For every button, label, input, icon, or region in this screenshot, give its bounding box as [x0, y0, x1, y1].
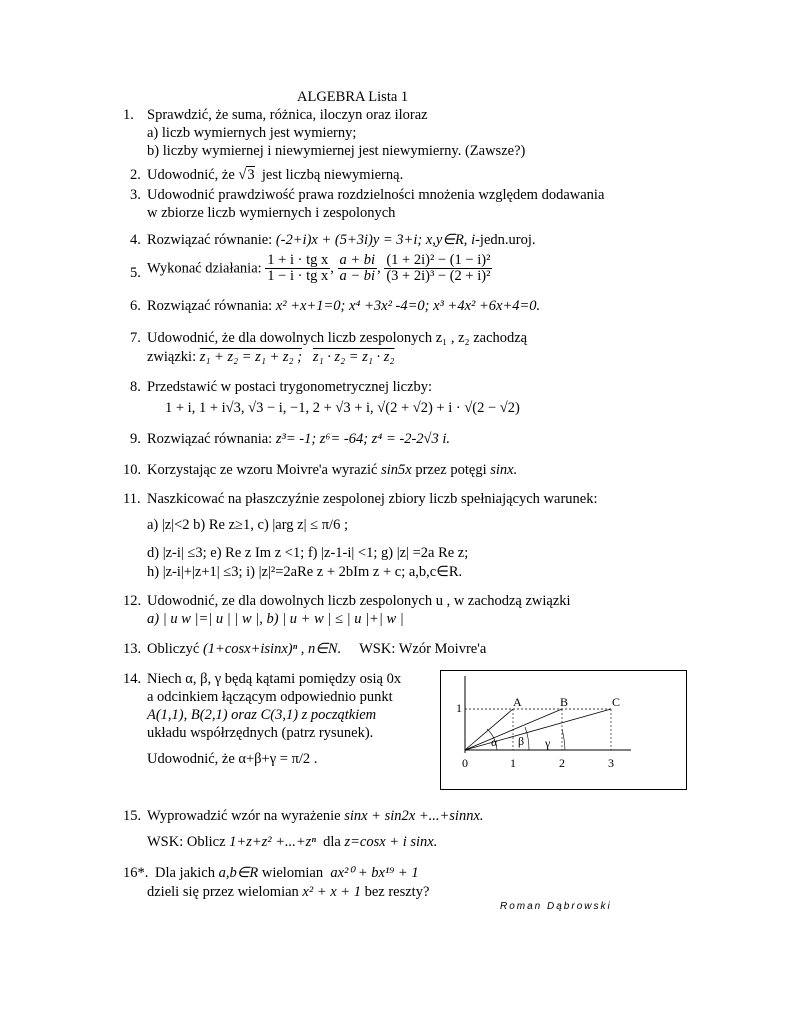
- problem-7-number: 7.: [130, 330, 141, 346]
- problem-7-text: Udowodnić, że dla dowolnych liczb zespolonych z₁ , z₂ zachodzą: [147, 330, 528, 346]
- problem-12-text: Udowodnić, ze dla dowolnych liczb zespolonych u , w zachodzą związki: [147, 593, 571, 609]
- problem-15-hint: WSK: Oblicz 1+z+z² +...+zⁿ dla z=cosx + i sinx.: [147, 834, 438, 850]
- tick-x1: 1: [510, 756, 516, 770]
- author-signature: Roman Dąbrowski: [500, 901, 612, 912]
- problem-5-text: Wykonać działania: $\frac{\text{1 + i · tg x}}{\text{1 − i · tg x}}$ , $\frac{a + bi}{a - bi}$ , $\frac{\text{(1 + 2i)² − (1 − i)²}}{\text{(3 + 2i)³ − (2 + i)²}}$: [147, 252, 491, 285]
- problem-14-text: Niech α, β, γ będą kątami pomiędzy osią 0x: [147, 671, 402, 687]
- problem-11-line-d: d) |z-i| ≤3; e) Re z Im z <1; f) |z-1-i| <1; g) |z| =2a Re z;: [147, 545, 469, 561]
- problem-11-number: 11.: [123, 491, 141, 507]
- problem-9-text: Rozwiązać równania: z³= -1; z⁶= -64; z⁴ = -2-2√3 i.: [147, 431, 451, 447]
- problem-4-number: 4.: [130, 232, 141, 248]
- problem-3-text: Udowodnić prawdziwość prawa rozdzielności mnożenia względem dodawania: [147, 187, 605, 203]
- problem-12-number: 12.: [123, 593, 142, 609]
- problem-13-number: 13.: [123, 641, 142, 657]
- tick-x3: 3: [608, 756, 614, 770]
- problem-1-text: Sprawdzić, że suma, różnica, iloczyn oraz iloraz: [147, 107, 428, 123]
- tick-x2: 2: [559, 756, 565, 770]
- problem-3-text-2: w zbiorze liczb wymiernych i zespolonych: [147, 205, 396, 221]
- angle-alpha: α: [491, 735, 498, 749]
- problem-6-number: 6.: [130, 298, 141, 314]
- problem-14-points: A(1,1), B(2,1) oraz C(3,1) z początkiem: [147, 707, 377, 723]
- problem-2-number: 2.: [130, 167, 141, 183]
- problem-13-text: Obliczyć (1+cosx+isinx)ⁿ , n∈N. WSK: Wzór Moivre'a: [147, 641, 487, 657]
- figure-svg: [441, 671, 686, 789]
- tick-y1: 1: [456, 701, 462, 715]
- problem-11-text: Naszkicować na płaszczyźnie zespolonej zbiory liczb spełniających warunek:: [147, 491, 598, 507]
- page-title: ALGEBRA Lista 1: [297, 89, 409, 105]
- problem-10-number: 10.: [123, 462, 142, 478]
- problem-2-text: Udowodnić, że √3 jest liczbą niewymierną.: [147, 167, 404, 183]
- problem-15-text: Wyprowadzić wzór na wyrażenie sinx + sin2x +...+sinnx.: [147, 808, 484, 824]
- arc-gamma: [562, 729, 565, 750]
- problem-1-a: a) liczb wymiernych jest wymierny;: [147, 125, 357, 141]
- problem-3-number: 3.: [130, 187, 141, 203]
- problem-5-number: 5.: [130, 265, 141, 281]
- point-c: C: [612, 695, 621, 709]
- point-b: B: [560, 695, 569, 709]
- problem-8-numbers: 1 + i, 1 + i√3, √3 − i, −1, 2 + √3 + i, √(2 + √2) + i · √(2 − √2): [165, 400, 520, 416]
- point-a: A: [513, 695, 522, 709]
- problem-12-relations: a) | u w |=| u | | w |, b) | u + w | ≤ | u |+| w |: [147, 611, 404, 627]
- segment-c: [465, 709, 611, 750]
- tick-x0: 0: [462, 756, 468, 770]
- problem-11-line-h: h) |z-i|+|z+1| ≤3; i) |z|²=2aRe z + 2bIm z + c; a,b,c∈R.: [147, 564, 463, 580]
- problem-11-line-a: a) |z|<2 b) Re z≥1, c) |arg z| ≤ π/6 ;: [147, 517, 348, 533]
- problem-9-number: 9.: [130, 431, 141, 447]
- problem-6-text: Rozwiązać równania: x² +x+1=0; x⁴ +3x² -4=0; x³ +4x² +6x+4=0.: [147, 298, 541, 314]
- problem-14-text-2: a odcinkiem łączącym odpowiednio punkt: [147, 689, 393, 705]
- angle-gamma: γ: [545, 736, 551, 750]
- problem-16-text: Dla jakich a,b∈R wielomian ax²⁰ + bx¹⁹ + 1: [155, 865, 419, 881]
- angle-beta: β: [518, 734, 525, 748]
- problem-8-text: Przedstawić w postaci trygonometrycznej liczby:: [147, 379, 433, 395]
- problem-14-text-4: układu współrzędnych (patrz rysunek).: [147, 725, 374, 741]
- problem-1-number: 1.: [123, 107, 134, 123]
- problem-14-claim: Udowodnić, że α+β+γ = π/2 .: [147, 751, 318, 767]
- segment-a: [465, 709, 513, 750]
- problem-4-text: Rozwiązać równanie: (-2+i)x + (5+3i)y = 3+i; x,y∈R, i-jedn.uroj.: [147, 232, 536, 248]
- problem-8-number: 8.: [130, 379, 141, 395]
- problem-7-text-2: związki: z₁ + z₂ = z₁ + z₂ ; z₁ · z₂ = z₁ · z₂: [147, 349, 395, 365]
- problem-1-b: b) liczby wymiernej i niewymiernej jest niewymierny. (Zawsze?): [147, 143, 526, 159]
- problem-10-text: Korzystając ze wzoru Moivre'a wyrazić sin5x przez potęgi sinx.: [147, 462, 518, 478]
- arc-beta: [525, 727, 529, 750]
- problem-16-text-2: dzieli się przez wielomian x² + x + 1 bez reszty?: [147, 884, 430, 900]
- problem-15-number: 15.: [123, 808, 142, 824]
- coordinate-figure: [440, 670, 687, 790]
- problem-14-number: 14.: [123, 671, 142, 687]
- problem-16-number: 16*.: [123, 865, 149, 881]
